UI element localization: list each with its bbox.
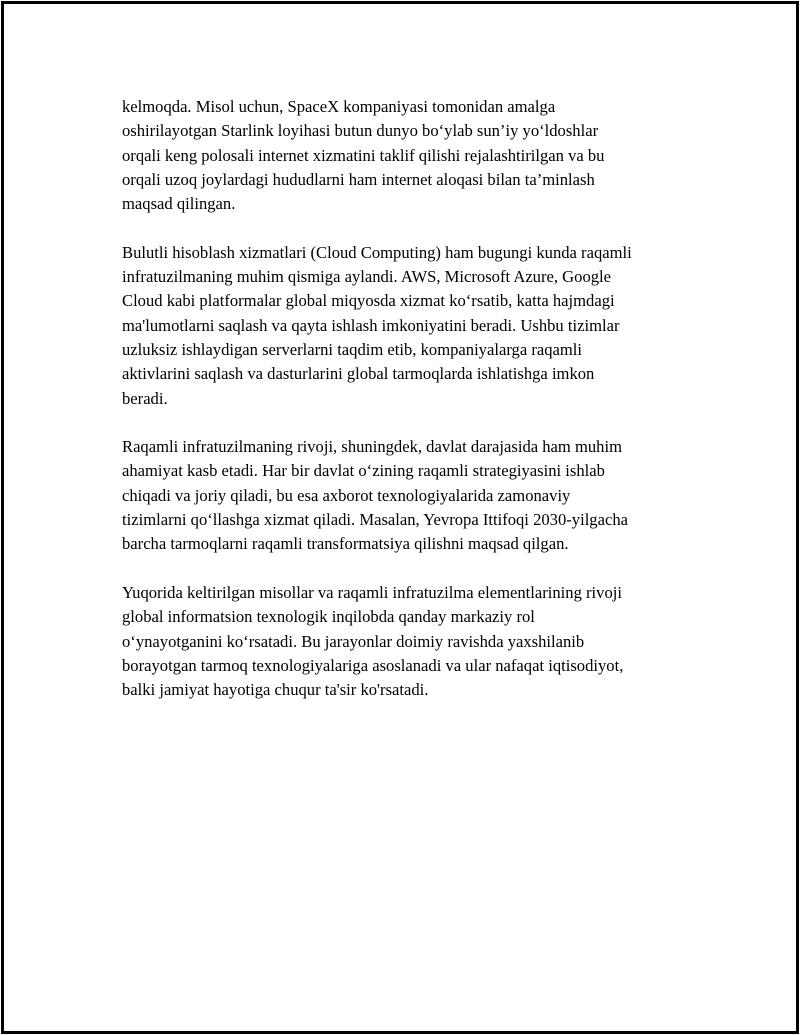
text-line: Raqamli infratuzilmaning rivoji, shuningdek, davlat darajasida ham muhim — [122, 437, 623, 457]
document-body — [122, 95, 697, 727]
text-line: tizimlarni qo‘llashga xizmat qiladi. Masalan, Yevropa Ittifoqi 2030-yilgacha — [122, 510, 628, 530]
text-line: chiqadi va joriy qiladi, bu esa axborot texnologiyalarida zamonaviy — [122, 485, 571, 505]
text-line: kelmoqda. Misol uchun, SpaceX kompaniyasi tomonidan amalga — [122, 97, 556, 116]
text-line: barcha tarmoqlarni raqamli transformatsiya qilishni maqsad qilgan. — [122, 534, 569, 554]
text-line: global informatsion texnologik inqilobda qanday markaziy rol — [122, 607, 535, 627]
text-line: beradi. — [122, 388, 168, 408]
text-line: o‘ynayotganini ko‘rsatadi. Bu jarayonlar doimiy ravishda yaxshilanib — [122, 631, 585, 651]
text-line: aktivlarini saqlash va dasturlarini global tarmoqlarda ishlatishga imkon — [122, 364, 595, 384]
document-page — [1, 1, 799, 1034]
paragraph-1 — [122, 95, 697, 216]
text-line: ma'lumotlarni saqlash va qayta ishlash imkoniyatini beradi. Ushbu tizimlar — [122, 315, 620, 335]
text-line: orqali keng polosali internet xizmatini taklif qilishi rejalashtirilgan va bu — [122, 145, 605, 165]
text-line: Yuqorida keltirilgan misollar va raqamli infratuzilma elementlarining rivoji — [122, 582, 622, 602]
text-line: orqali uzoq joylardagi hududlarni ham internet aloqasi bilan ta’minlash — [122, 169, 595, 189]
text-line: Cloud kabi platformalar global miqyosda xizmat ko‘rsatib, katta hajmdagi — [122, 291, 615, 311]
text-line: uzluksiz ishlaydigan serverlarni taqdim etib, kompaniyalarga raqamli — [122, 339, 583, 359]
text-line: ahamiyat kasb etadi. Har bir davlat o‘zining raqamli strategiyasini ishlab — [122, 461, 605, 481]
text-line: oshirilayotgan Starlink loyihasi butun dunyo bo‘ylab sun’iy yo‘ldoshlar — [122, 121, 599, 141]
paragraph-2 — [122, 241, 697, 411]
text-line: infratuzilmaning muhim qismiga aylandi. AWS, Microsoft Azure, Google — [122, 267, 612, 287]
text-line: maqsad qilingan. — [122, 194, 236, 214]
paragraph-3 — [122, 435, 697, 556]
text-line: Bulutli hisoblash xizmatlari (Cloud Computing) ham bugungi kunda raqamli — [122, 242, 632, 262]
text-line: borayotgan tarmoq texnologiyalariga asoslanadi va ular nafaqat iqtisodiyot, — [122, 655, 624, 675]
text-line: balki jamiyat hayotiga chuqur ta'sir ko'rsatadi. — [122, 680, 429, 700]
paragraph-4 — [122, 581, 697, 702]
